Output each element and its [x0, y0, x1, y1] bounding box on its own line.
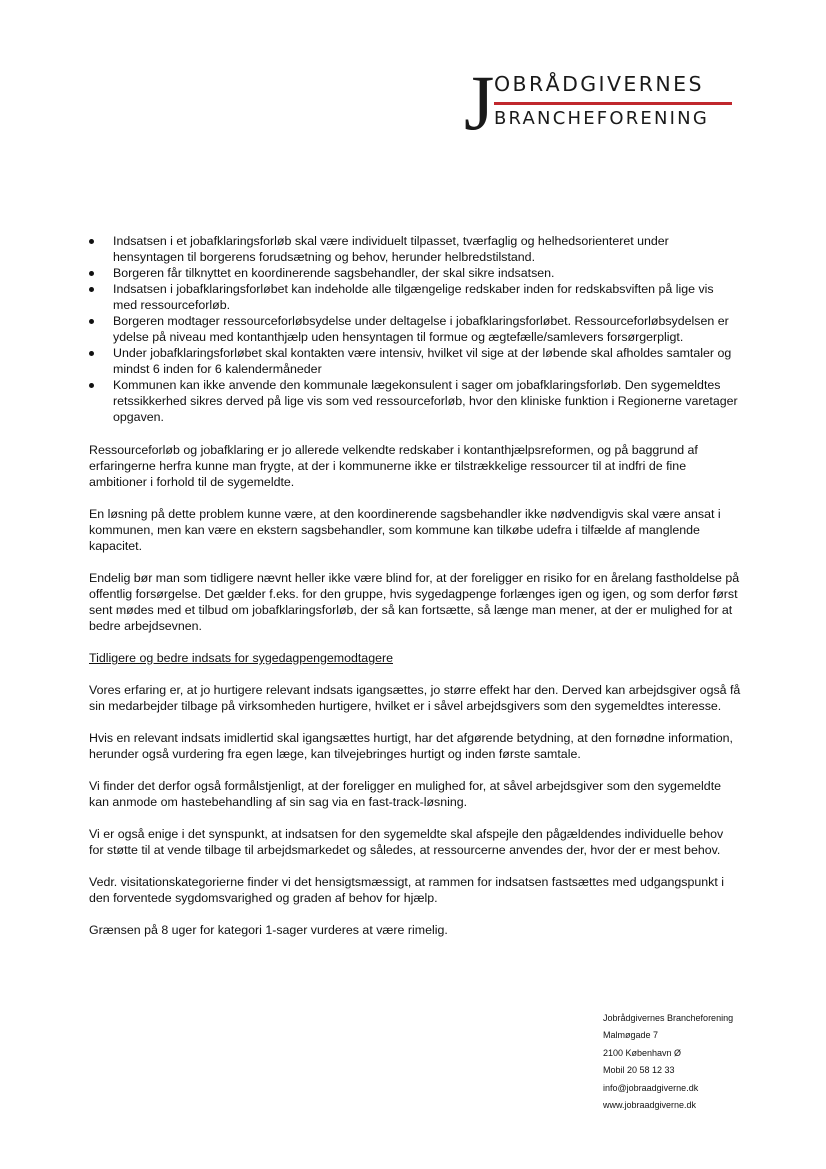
list-item [89, 265, 741, 281]
bullet-icon [89, 319, 94, 324]
bullet-icon [89, 383, 94, 388]
bullet-icon [89, 239, 94, 244]
letter-body [89, 233, 741, 954]
logo-line-2: BRANCHEFORENING [494, 108, 709, 129]
paragraph: Endelig bør man som tidligere nævnt heller ikke være blind for, at der foreligger en risiko for en årelang fastholdelse på offentlig forsørgelse. Det gælder f.eks. for den gruppe, hvis sygedagpenge forlænges igen og igen, og som derfor først sent mødes med et tilbud om jobafklaringsforløb, der så kan fortsætte, så længe man mener, at der er mulighed for at bedre arbejdsevnen. [89, 571, 740, 633]
footer-street: Malmøgade 7 [603, 1030, 659, 1041]
paragraph: En løsning på dette problem kunne være, at den koordinerende sagsbehandler ikke nødvendigvis skal være ansat i kommunen, men kan være en ekstern sagsbehandler, som kommune kan tilkøbe udefra i tilfælde af manglende kapacitet. [89, 507, 721, 553]
paragraph: Vedr. visitationskategorierne finder vi det hensigtsmæssigt, at rammen for indsatsen fastsættes med udgangspunkt i den forventede sygdomsvarighed og graden af behov for hjælp. [89, 875, 725, 905]
list-item-text: Borgeren modtager ressourceforløbsydelse under deltagelse i jobafklaringsforløbet. Ressourceforløbsydelsen er ydelse på niveau med kontanthjælp uden hensyntagen til formue og ægtefælle/samlevers forsørgerpligt. [113, 314, 729, 344]
footer-city: 2100 København Ø [603, 1047, 682, 1058]
footer-phone: Mobil 20 58 12 33 [603, 1065, 675, 1076]
list-item-text: Under jobafklaringsforløbet skal kontakten være intensiv, hvilket vil sige at der løbende skal afholdes samtaler og mindst 6 inden for 6 kalendermåneder [113, 346, 732, 376]
contact-footer [603, 1010, 733, 1114]
footer-organization: Jobrådgivernes Brancheforening [603, 1013, 734, 1023]
footer-email: info@jobraadgiverne.dk [603, 1082, 699, 1093]
list-item-text: Indsatsen i et jobafklaringsforløb skal være individuelt tilpasset, tværfaglig og helhedsorienteret under hensyntagen til borgerens forudsætning og behov, herunder helbredstilstand. [113, 234, 669, 264]
list-item-text: Indsatsen i jobafklaringsforløbet kan indeholde alle tilgængelige redskaber inden for redskabsviften på lige vis med ressourceforløb. [113, 282, 714, 312]
list-item [89, 345, 741, 377]
paragraph: Ressourceforløb og jobafklaring er jo allerede velkendte redskaber i kontanthjælpsreformen, og på baggrund af erfaringerne herfra kunne man frygte, at der i kommunerne ikke er tilstrækkelige ressourcer til at indfri de fine ambitioner i forhold til de sygemeldte. [89, 443, 698, 489]
list-item [89, 233, 741, 265]
list-item-text: Kommunen kan ikke anvende den kommunale lægekonsulent i sager om jobafklaringsforløb. Den sygemeldtes retssikkerhed sikres derved på lige vis som ved ressourceforløb, hvor den kliniske funktion i Regionerne varetager opgaven. [113, 378, 738, 424]
bullet-icon [89, 287, 94, 292]
section-heading: Tidligere og bedre indsats for sygedagpengemodtagere [89, 651, 393, 665]
list-item [89, 281, 741, 313]
logo-accent-rule [494, 102, 732, 105]
logo-line-1: OBRÅDGIVERNES [494, 72, 704, 96]
list-item-text: Borgeren får tilknyttet en koordinerende sagsbehandler, der skal sikre indsatsen. [113, 266, 555, 280]
footer-website: www.jobraadgiverne.dk [603, 1100, 697, 1111]
organization-logo [464, 59, 734, 146]
list-item [89, 313, 741, 345]
paragraph: Vores erfaring er, at jo hurtigere relevant indsats igangsættes, jo større effekt har den. Derved kan arbejdsgiver også få sin medarbejder tilbage på virksomheden hurtigere, hvilket er i såvel arbejdsgivers som den sygemeldtes interesse. [89, 683, 741, 713]
paragraph: Vi er også enige i det synspunkt, at indsatsen for den sygemeldte skal afspejle den pågældendes individuelle behov for støtte til at vende tilbage til arbejdsmarkedet og således, at ressourcerne anvendes der, hvor der er mest behov. [89, 827, 724, 857]
list-item [89, 377, 741, 425]
paragraph: Grænsen på 8 uger for kategori 1-sager vurderes at være rimelig. [89, 923, 448, 937]
bullet-icon [89, 271, 94, 276]
bullet-icon [89, 351, 94, 356]
paragraph: Vi finder det derfor også formålstjenligt, at der foreligger en mulighed for, at såvel arbejdsgiver som den sygemeldte kan anmode om hastebehandling af sin sag via en fast-track-løsning. [89, 779, 722, 809]
paragraph: Hvis en relevant indsats imidlertid skal igangsættes hurtigt, har det afgørende betydning, at den fornødne information, herunder også vurdering fra egen læge, kan tilvejebringes hurtigt og inden første samtale. [89, 731, 733, 761]
logo-initial: J [464, 59, 495, 146]
bullet-list [89, 233, 741, 425]
